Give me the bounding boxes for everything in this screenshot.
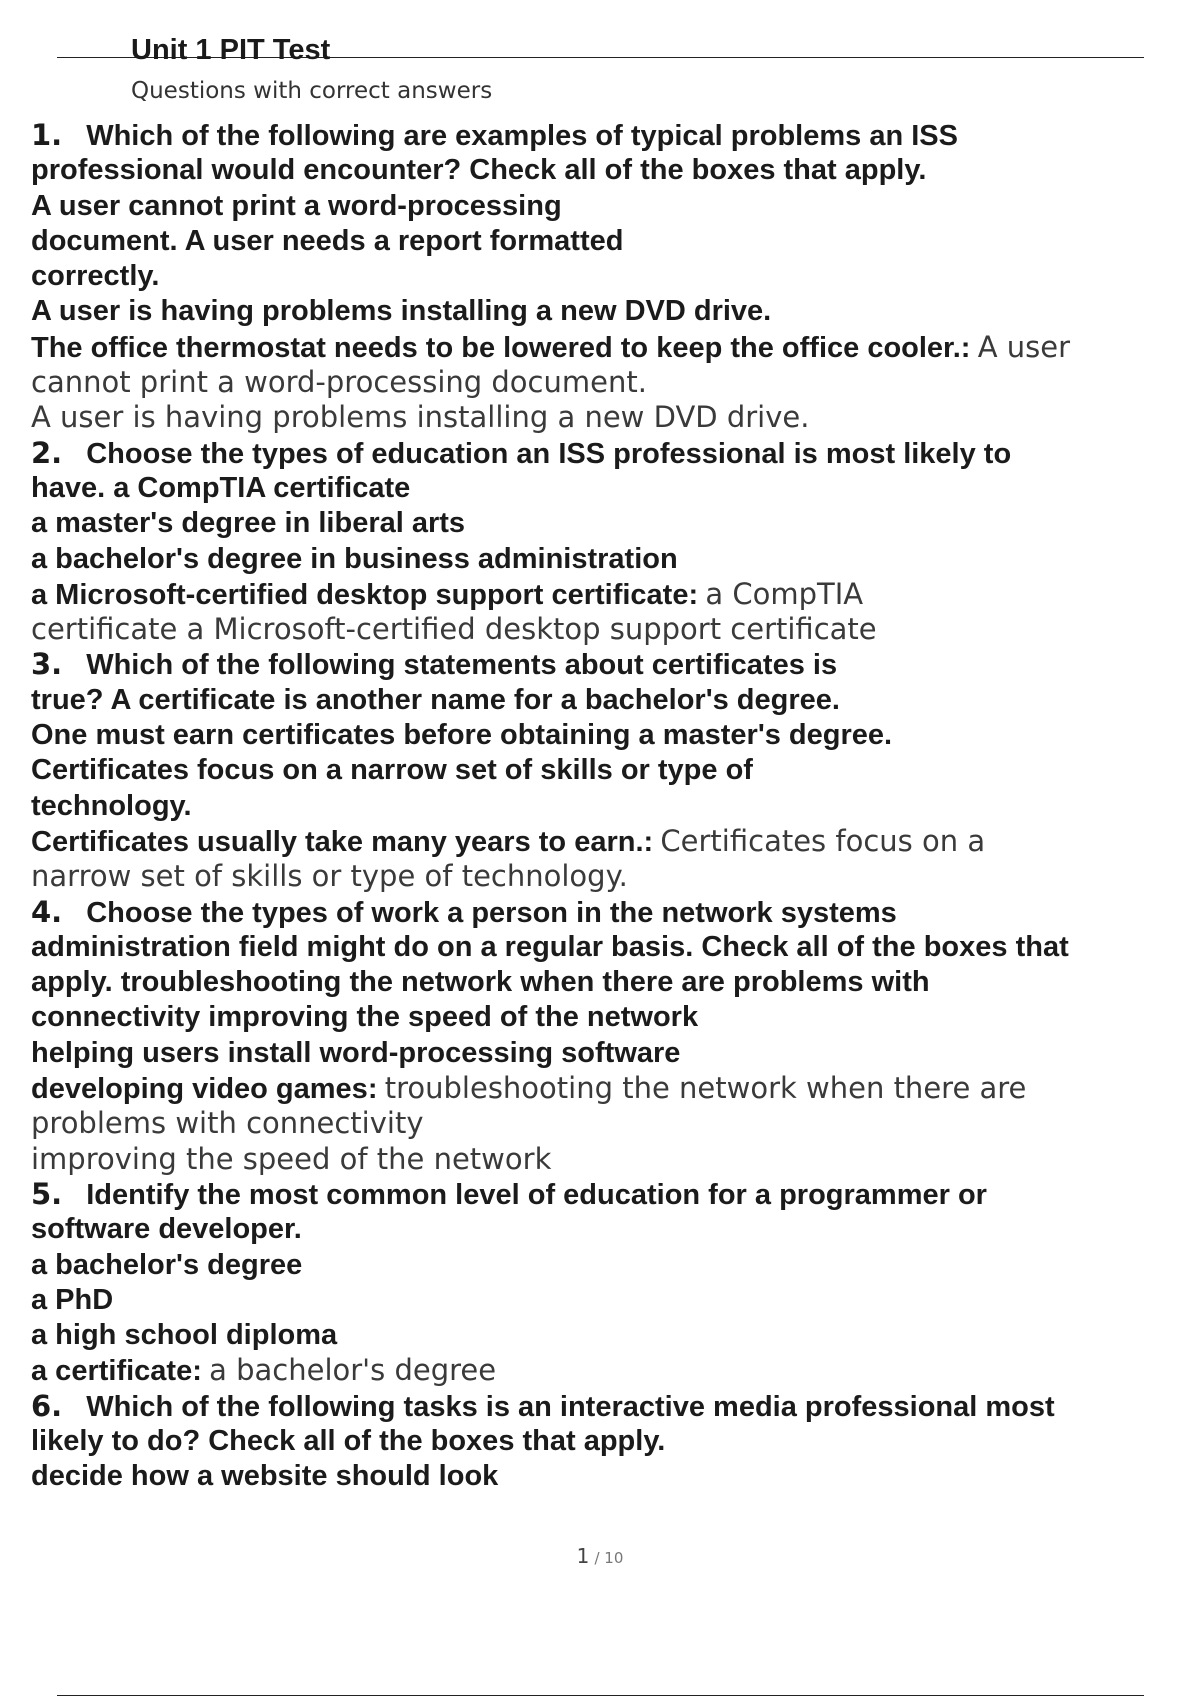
question-1-answer: cannot print a word-processing document. — [31, 365, 647, 400]
question-text: Which of the following statements about certificates is — [86, 649, 838, 682]
question-3-line: true? A certificate is another name for a bachelor's degree. — [31, 683, 840, 716]
question-4-answer: problems with connectivity — [31, 1106, 424, 1141]
question-option: developing video games: — [31, 1073, 378, 1106]
question-number: 6. — [31, 1388, 63, 1423]
question-2-option: a master's degree in liberal arts — [31, 507, 466, 540]
correct-answer: troubleshooting the network when there are — [384, 1071, 1027, 1106]
question-3-option: Certificates focus on a narrow set of skills or type of — [31, 754, 753, 787]
question-5-option: a PhD — [31, 1283, 114, 1316]
correct-answer: A user — [977, 329, 1071, 364]
question-option: a certificate: — [31, 1355, 202, 1388]
question-4-option-and-answer — [31, 1071, 1191, 1106]
question-3-line — [31, 647, 1191, 682]
question-6-option: decide how a website should look — [31, 1460, 499, 1493]
question-1-line: professional would encounter? Check all of the boxes that apply. — [31, 154, 927, 187]
question-3-option: One must earn certificates before obtaining a master's degree. — [31, 719, 893, 752]
correct-answer: Certificates focus on a — [660, 823, 986, 858]
total-pages: / 10 — [594, 1549, 624, 1567]
question-number: 5. — [31, 1176, 63, 1211]
question-2-answer: certificate a Microsoft-certified desktop support certificate — [31, 612, 877, 647]
question-5-option: a high school diploma — [31, 1319, 338, 1352]
question-3-option: technology. — [31, 789, 192, 822]
question-2-line — [31, 436, 1191, 471]
question-option: Certificates usually take many years to earn.: — [31, 825, 654, 858]
question-1-option: A user is having problems installing a new DVD drive. — [31, 295, 772, 328]
bottom-rule — [57, 1695, 1144, 1696]
question-text: Choose the types of education an ISS professional is most likely to — [86, 437, 1012, 470]
question-1-line — [31, 118, 1191, 153]
question-option: The office thermostat needs to be lowered to keep the office cooler.: — [31, 331, 971, 364]
question-3-option-and-answer — [31, 824, 1191, 859]
question-1-option-and-answer — [31, 330, 1191, 365]
question-2-option: a bachelor's degree in business administration — [31, 542, 678, 575]
question-2-option-and-answer — [31, 577, 1191, 612]
question-5-line: software developer. — [31, 1213, 302, 1246]
question-text: Choose the types of work a person in the network systems — [86, 896, 897, 929]
question-number: 3. — [31, 647, 63, 682]
question-text: Which of the following tasks is an interactive media professional most — [86, 1390, 1055, 1423]
question-1-option: document. A user needs a report formatted — [31, 224, 624, 257]
question-number: 1. — [31, 118, 63, 152]
document-title: Unit 1 PIT Test — [131, 34, 331, 66]
question-4-line: apply. troubleshooting the network when there are problems with — [31, 966, 930, 999]
question-4-answer: improving the speed of the network — [31, 1141, 552, 1176]
question-6-line — [31, 1389, 1191, 1424]
document-subtitle: Questions with correct answers — [131, 78, 493, 104]
question-1-answer: A user is having problems installing a new DVD drive. — [31, 400, 810, 435]
question-text: Identify the most common level of education for a programmer or — [86, 1178, 987, 1211]
question-4-line: administration field might do on a regular basis. Check all of the boxes that — [31, 930, 1069, 963]
question-option: a Microsoft-certified desktop support certificate: — [31, 578, 699, 611]
current-page: 1 — [576, 1544, 590, 1568]
question-4-line — [31, 895, 1191, 930]
question-number: 4. — [31, 894, 63, 929]
question-1-option: A user cannot print a word-processing — [31, 189, 562, 222]
question-number: 2. — [31, 435, 63, 470]
question-6-line: likely to do? Check all of the boxes that apply. — [31, 1424, 666, 1457]
question-4-option: connectivity improving the speed of the network — [31, 1001, 699, 1034]
question-text: Which of the following are examples of typical problems an ISS — [86, 120, 958, 152]
question-5-option-and-answer — [31, 1353, 1191, 1388]
question-5-line — [31, 1177, 1191, 1212]
question-4-option: helping users install word-processing software — [31, 1036, 681, 1069]
correct-answer: a CompTIA — [705, 576, 864, 611]
question-1-option: correctly. — [31, 260, 160, 293]
question-list — [31, 118, 1191, 1495]
correct-answer: a bachelor's degree — [209, 1353, 497, 1388]
question-5-option: a bachelor's degree — [31, 1248, 303, 1281]
question-2-line: have. a CompTIA certificate — [31, 471, 411, 504]
page-number — [0, 1544, 1200, 1568]
question-3-answer: narrow set of skills or type of technology. — [31, 859, 628, 894]
